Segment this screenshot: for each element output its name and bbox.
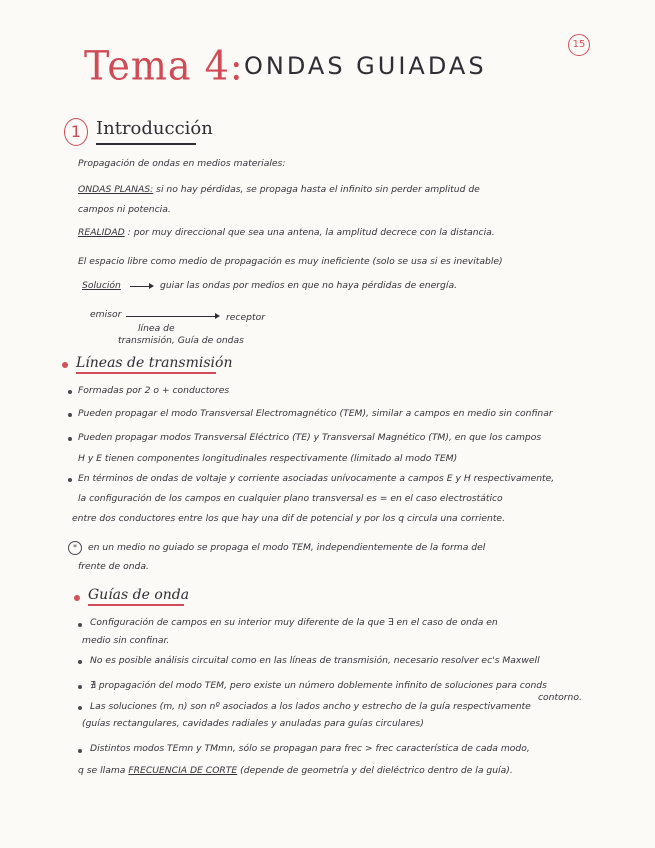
note-mark-icon: * — [68, 541, 82, 555]
intro-line — [82, 279, 121, 292]
bullet-dot — [78, 660, 82, 664]
page-title — [84, 44, 504, 92]
guias-text: q se llama — [78, 765, 126, 776]
lineas-item: la configuración de los campos en cualquier plano transversal es = en el caso electrostático — [78, 493, 503, 504]
bullet-dot — [78, 623, 82, 627]
lineas-item: Pueden propagar el modo Transversal Electromagnético (TEM), similar a campos en medio sin confinar — [78, 408, 553, 419]
lineas-item: Pueden propagar modos Transversal Eléctrico (TE) y Transversal Magnético (TM), en que los campos — [78, 432, 542, 443]
bullet-dot — [78, 706, 82, 710]
arrow-icon — [126, 316, 218, 317]
lineas-item: H y E tienen componentes longitudinales respectivamente (limitado al modo TEM) — [78, 453, 458, 464]
guias-item: Distintos modos TEmn y TMmn, sólo se propagan para frec > frec característica de cada modo, — [90, 743, 530, 754]
lineas-note: frente de onda. — [78, 561, 149, 572]
lineas-item: Formadas por 2 o + conductores — [78, 385, 230, 396]
section-bullet — [62, 362, 68, 368]
guias-item: Configuración de campos en su interior muy diferente de la que ∃ en el caso de onda en — [90, 617, 498, 628]
lineas-item: entre dos conductores entre los que hay una dif de potencial y por los q circula una corriente. — [72, 513, 506, 524]
solucion-label: Solución — [82, 280, 121, 291]
bullet-dot — [68, 437, 72, 441]
ondas-planas-text: si no hay pérdidas, se propaga hasta el infinito sin perder amplitud de — [156, 184, 480, 195]
arrow-icon — [130, 286, 152, 287]
lineas-note: en un medio no guiado se propaga el modo TEM, independientemente de la forma del — [88, 542, 486, 553]
intro-line — [78, 183, 480, 196]
diagram-receptor: receptor — [226, 312, 265, 323]
intro-line: campos ni potencia. — [78, 204, 171, 215]
guias-item: Las soluciones (m, n) son nº asociados a los lados ancho y estrecho de la guía respectivamente — [90, 701, 531, 712]
guias-item — [78, 764, 513, 777]
title-main: ONDAS GUIADAS — [244, 52, 487, 80]
guias-heading: Guías de onda — [88, 587, 190, 603]
bullet-dot — [78, 749, 82, 753]
ondas-planas-label: ONDAS PLANAS: — [78, 184, 154, 195]
intro-line: Propagación de ondas en medios materiales: — [78, 158, 286, 169]
intro-line — [78, 226, 495, 239]
bullet-dot — [68, 413, 72, 417]
diagram-emisor: emisor — [90, 309, 122, 320]
frecuencia-corte-label: FRECUENCIA DE CORTE — [128, 765, 238, 776]
guias-item: No es posible análisis circuital como en las líneas de transmisión, necesario resolver ec's Maxwell — [90, 655, 540, 666]
bullet-dot — [68, 390, 72, 394]
page-number: 15 — [568, 34, 590, 56]
diagram-caption: línea de — [138, 323, 175, 334]
section-title: Introducción — [96, 118, 213, 139]
lineas-heading-underline — [76, 372, 216, 374]
guias-item: ∄ propagación del modo TEM, pero existe un número doblemente infinito de soluciones para conds — [90, 680, 547, 691]
section-bullet — [74, 595, 80, 601]
solucion-text: guiar las ondas por medios en que no haya pérdidas de energía. — [160, 280, 457, 291]
guias-item: (guías rectangulares, cavidades radiales y anuladas para guías circulares) — [82, 718, 424, 729]
guias-heading-underline — [88, 604, 184, 606]
lineas-heading: Líneas de transmisión — [76, 355, 233, 371]
section-title-underline — [96, 143, 196, 145]
bullet-dot — [68, 478, 72, 482]
realidad-text: : por muy direccional que sea una antena, la amplitud decrece con la distancia. — [127, 227, 495, 238]
bullet-dot — [78, 685, 82, 689]
realidad-label: REALIDAD — [78, 227, 125, 238]
section-number: 1 — [64, 118, 88, 146]
guias-item: contorno. — [538, 692, 582, 703]
guias-text: (depende de geometría y del dieléctrico dentro de la guía). — [240, 765, 513, 776]
guias-item: medio sin confinar. — [82, 635, 170, 646]
lineas-item: En términos de ondas de voltaje y corriente asociadas unívocamente a campos E y H respectivamente, — [78, 473, 555, 484]
title-tema: Tema 4: — [84, 42, 244, 90]
intro-line: El espacio libre como medio de propagación es muy ineficiente (solo se usa si es inevitable) — [78, 256, 503, 267]
diagram-caption: transmisión, Guía de ondas — [118, 335, 244, 346]
